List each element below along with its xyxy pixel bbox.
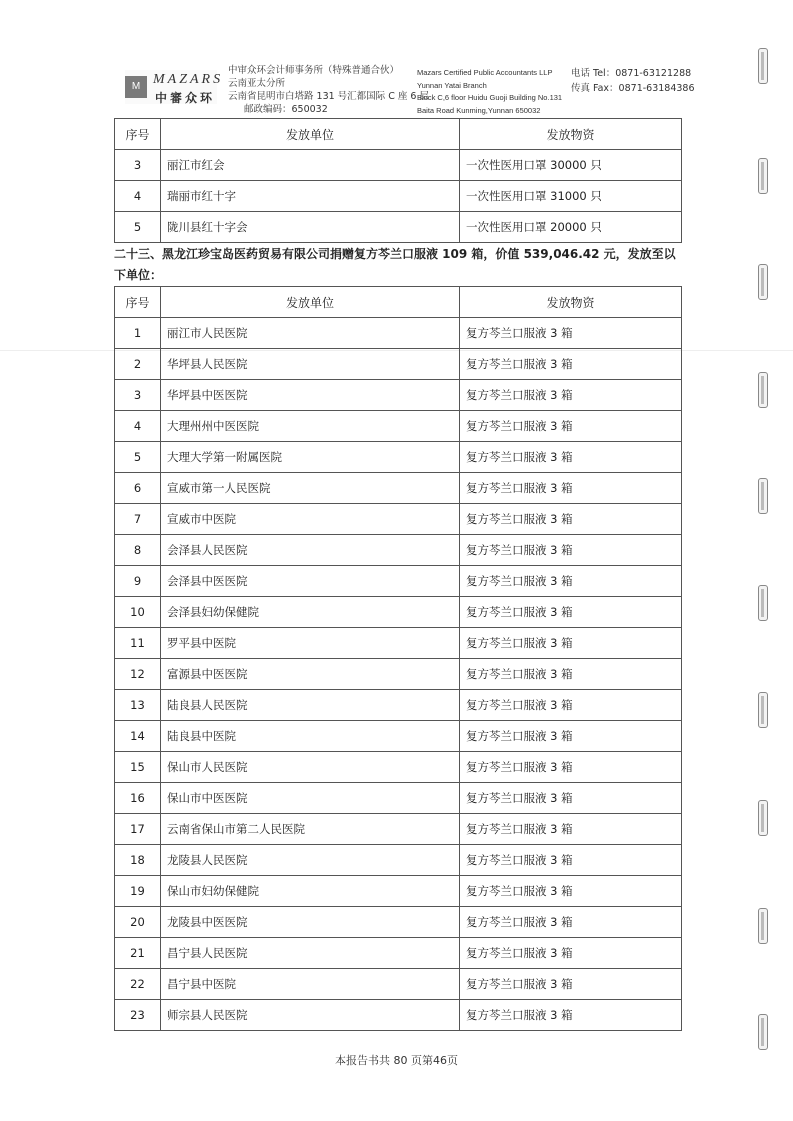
cell-supplies: 复方芩兰口服液 3 箱 xyxy=(460,1000,682,1031)
distribution-table-oral-liquid xyxy=(114,286,682,1031)
cell-serial: 2 xyxy=(115,349,161,380)
cell-serial: 4 xyxy=(115,411,161,442)
cell-unit: 陆良县人民医院 xyxy=(161,690,460,721)
logo-text-en: MAZARS xyxy=(153,72,224,87)
branch-name-cn: 云南亚太分所 xyxy=(228,78,286,89)
cell-serial: 7 xyxy=(115,504,161,535)
table-row xyxy=(115,907,682,938)
cell-supplies: 复方芩兰口服液 3 箱 xyxy=(460,969,682,1000)
cell-supplies: 复方芩兰口服液 3 箱 xyxy=(460,535,682,566)
cell-serial: 9 xyxy=(115,566,161,597)
cell-serial: 21 xyxy=(115,938,161,969)
postcode-cn: 邮政编码：650032 xyxy=(244,104,328,115)
cell-serial: 8 xyxy=(115,535,161,566)
cell-supplies: 复方芩兰口服液 3 箱 xyxy=(460,504,682,535)
cell-supplies: 复方芩兰口服液 3 箱 xyxy=(460,349,682,380)
cell-supplies: 复方芩兰口服液 3 箱 xyxy=(460,442,682,473)
table-row xyxy=(115,938,682,969)
table-row xyxy=(115,876,682,907)
cell-unit: 瑞丽市红十字 xyxy=(161,181,460,212)
table-row xyxy=(115,349,682,380)
table-row xyxy=(115,690,682,721)
table-row xyxy=(115,150,682,181)
table-row xyxy=(115,212,682,243)
page-footer: 本报告书共 80 页第46页 xyxy=(335,1054,458,1067)
cell-unit: 会泽县人民医院 xyxy=(161,535,460,566)
header-unit: 发放单位 xyxy=(161,287,460,318)
cell-unit: 大理州州中医医院 xyxy=(161,411,460,442)
cell-serial: 12 xyxy=(115,659,161,690)
logo-text-cn: 中審众环 xyxy=(155,91,216,105)
binder-hole xyxy=(758,1014,768,1050)
table-row xyxy=(115,504,682,535)
cell-unit: 云南省保山市第二人民医院 xyxy=(161,814,460,845)
cell-unit: 华坪县中医医院 xyxy=(161,380,460,411)
table-header-row xyxy=(115,287,682,318)
header-unit: 发放单位 xyxy=(161,119,460,150)
binder-hole xyxy=(758,800,768,836)
cell-serial: 18 xyxy=(115,845,161,876)
table-row xyxy=(115,659,682,690)
cell-supplies: 复方芩兰口服液 3 箱 xyxy=(460,566,682,597)
header-serial: 序号 xyxy=(115,287,161,318)
cell-supplies: 复方芩兰口服液 3 箱 xyxy=(460,752,682,783)
header-supplies: 发放物资 xyxy=(460,119,682,150)
firm-logo xyxy=(125,70,224,105)
table-row xyxy=(115,535,682,566)
cell-unit: 华坪县人民医院 xyxy=(161,349,460,380)
firm-name-en: Mazars Certified Public Accountants LLP xyxy=(417,68,553,77)
cell-supplies: 复方芩兰口服液 3 箱 xyxy=(460,659,682,690)
cell-serial: 17 xyxy=(115,814,161,845)
cell-supplies: 一次性医用口罩 20000 只 xyxy=(460,212,682,243)
cell-supplies: 复方芩兰口服液 3 箱 xyxy=(460,907,682,938)
cell-serial: 3 xyxy=(115,380,161,411)
table-row xyxy=(115,814,682,845)
cell-supplies: 复方芩兰口服液 3 箱 xyxy=(460,411,682,442)
table-row xyxy=(115,783,682,814)
cell-supplies: 复方芩兰口服液 3 箱 xyxy=(460,628,682,659)
binder-hole xyxy=(758,692,768,728)
table-row xyxy=(115,628,682,659)
cell-serial: 10 xyxy=(115,597,161,628)
table-row xyxy=(115,597,682,628)
letterhead xyxy=(115,64,695,118)
binder-hole xyxy=(758,585,768,621)
table-row xyxy=(115,473,682,504)
table-row xyxy=(115,845,682,876)
distribution-table-masks xyxy=(114,118,682,243)
cell-unit: 会泽县中医医院 xyxy=(161,566,460,597)
cell-serial: 19 xyxy=(115,876,161,907)
cell-supplies: 复方芩兰口服液 3 箱 xyxy=(460,938,682,969)
firm-name-cn: 中审众环会计师事务所（特殊普通合伙） xyxy=(228,65,400,76)
cell-unit: 丽江市红会 xyxy=(161,150,460,181)
letterhead-en xyxy=(417,67,562,117)
letterhead-cn xyxy=(228,64,429,116)
cell-supplies: 一次性医用口罩 31000 只 xyxy=(460,181,682,212)
cell-supplies: 复方芩兰口服液 3 箱 xyxy=(460,721,682,752)
address-en-line1: Block C,6 floor Huidu Guoji Building No.131 xyxy=(417,93,563,102)
contact-info xyxy=(571,66,695,96)
fax: 传真 Fax：0871-63184386 xyxy=(571,83,695,94)
address-en-line2: Baita Road Kunming,Yunnan 650032 xyxy=(417,105,541,115)
cell-unit: 师宗县人民医院 xyxy=(161,1000,460,1031)
cell-supplies: 复方芩兰口服液 3 箱 xyxy=(460,876,682,907)
cell-supplies: 复方芩兰口服液 3 箱 xyxy=(460,597,682,628)
branch-name-en: Yunnan Yatai Branch xyxy=(417,80,487,90)
cell-serial: 11 xyxy=(115,628,161,659)
header-serial: 序号 xyxy=(115,119,161,150)
cell-unit: 龙陵县人民医院 xyxy=(161,845,460,876)
cell-serial: 16 xyxy=(115,783,161,814)
cell-unit: 保山市妇幼保健院 xyxy=(161,876,460,907)
cell-unit: 宣威市中医院 xyxy=(161,504,460,535)
cell-serial: 4 xyxy=(115,181,161,212)
cell-supplies: 复方芩兰口服液 3 箱 xyxy=(460,814,682,845)
table-row xyxy=(115,411,682,442)
cell-serial: 13 xyxy=(115,690,161,721)
table-row xyxy=(115,380,682,411)
table-row xyxy=(115,181,682,212)
cell-serial: 20 xyxy=(115,907,161,938)
cell-supplies: 一次性医用口罩 30000 只 xyxy=(460,150,682,181)
table-row xyxy=(115,442,682,473)
binder-hole xyxy=(758,158,768,194)
binder-hole xyxy=(758,48,768,84)
telephone: 电话 Tel：0871-63121288 xyxy=(571,68,692,79)
cell-serial: 23 xyxy=(115,1000,161,1031)
cell-supplies: 复方芩兰口服液 3 箱 xyxy=(460,690,682,721)
cell-unit: 丽江市人民医院 xyxy=(161,318,460,349)
header-supplies: 发放物资 xyxy=(460,287,682,318)
table-header-row xyxy=(115,119,682,150)
table-row xyxy=(115,752,682,783)
cell-serial: 6 xyxy=(115,473,161,504)
cell-supplies: 复方芩兰口服液 3 箱 xyxy=(460,783,682,814)
cell-supplies: 复方芩兰口服液 3 箱 xyxy=(460,473,682,504)
cell-unit: 昌宁县中医院 xyxy=(161,969,460,1000)
cell-unit: 陇川县红十字会 xyxy=(161,212,460,243)
cell-serial: 22 xyxy=(115,969,161,1000)
binder-hole xyxy=(758,478,768,514)
binder-hole xyxy=(758,372,768,408)
cell-unit: 会泽县妇幼保健院 xyxy=(161,597,460,628)
cell-unit: 宣威市第一人民医院 xyxy=(161,473,460,504)
cell-unit: 陆良县中医院 xyxy=(161,721,460,752)
cell-unit: 罗平县中医院 xyxy=(161,628,460,659)
table-row xyxy=(115,566,682,597)
binder-hole xyxy=(758,264,768,300)
cell-serial: 3 xyxy=(115,150,161,181)
section-23-text: 二十三、黑龙江珍宝岛医药贸易有限公司捐赠复方芩兰口服液 109 箱，价值 539,046.42 元，发放至以下单位： xyxy=(114,247,676,282)
cell-supplies: 复方芩兰口服液 3 箱 xyxy=(460,318,682,349)
cell-serial: 14 xyxy=(115,721,161,752)
cell-serial: 15 xyxy=(115,752,161,783)
logo-mark: M xyxy=(125,76,147,98)
binder-hole xyxy=(758,908,768,944)
table-row xyxy=(115,721,682,752)
cell-unit: 富源县中医医院 xyxy=(161,659,460,690)
cell-unit: 龙陵县中医医院 xyxy=(161,907,460,938)
cell-unit: 大理大学第一附属医院 xyxy=(161,442,460,473)
cell-serial: 5 xyxy=(115,442,161,473)
table-row xyxy=(115,318,682,349)
cell-serial: 5 xyxy=(115,212,161,243)
address-cn: 云南省昆明市白塔路 131 号汇都国际 C 座 6 层 xyxy=(228,91,429,102)
cell-supplies: 复方芩兰口服液 3 箱 xyxy=(460,380,682,411)
cell-unit: 保山市人民医院 xyxy=(161,752,460,783)
cell-unit: 保山市中医医院 xyxy=(161,783,460,814)
table-row xyxy=(115,1000,682,1031)
cell-serial: 1 xyxy=(115,318,161,349)
cell-supplies: 复方芩兰口服液 3 箱 xyxy=(460,845,682,876)
table-row xyxy=(115,969,682,1000)
cell-unit: 昌宁县人民医院 xyxy=(161,938,460,969)
